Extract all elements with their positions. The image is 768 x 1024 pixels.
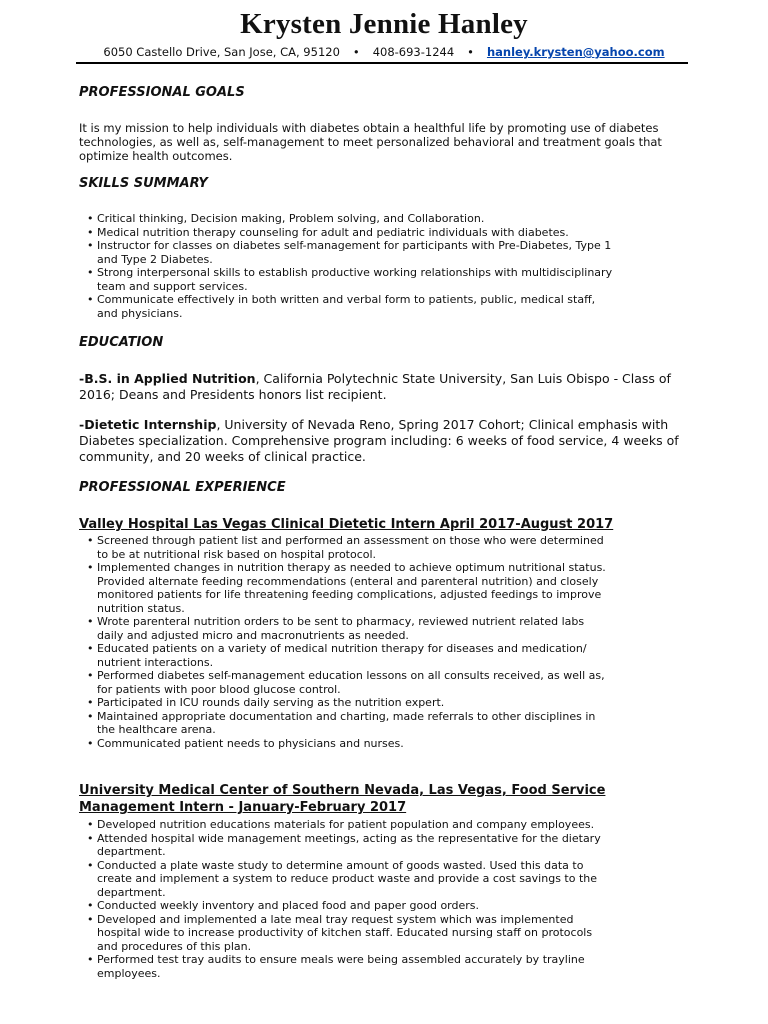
- separator-bullet: •: [467, 45, 474, 59]
- degree-title: -B.S. in Applied Nutrition: [79, 371, 256, 386]
- address: 6050 Castello Drive, San Jose, CA, 95120: [103, 45, 340, 59]
- list-item: • Performed test tray audits to ensure meals were being assembled accurately by trayline employees.: [87, 953, 585, 980]
- list-item: • Conducted a plate waste study to determine amount of goods wasted. Used this data to create and implement a system to reduce product waste and provide a cost savings to the department.: [87, 858, 598, 899]
- list-item: • Performed diabetes self-management education lessons on all consults received, as well as, for patients with poor blood glucose control.: [87, 669, 605, 696]
- list-item: • Participated in ICU rounds daily serving as the nutrition expert.: [87, 696, 445, 709]
- list-item: • Instructor for classes on diabetes self-management for participants with Pre-Diabetes, Type 1 and Type 2 Diabetes.: [87, 239, 612, 266]
- list-item: • Educated patients on a variety of medical nutrition therapy for diseases and medication/ nutrient interactions.: [87, 642, 587, 669]
- list-item: • Screened through patient list and performed an assessment on those who were determined to be at nutritional risk based on hospital protocol.: [87, 534, 604, 561]
- goals-text: It is my mission to help individuals with diabetes obtain a healthful life by promoting use of diabetes technologies, as well as, self-management to meet personalized behavioral and treatment goals that optimize health outcomes.: [79, 121, 662, 163]
- list-item: • Implemented changes in nutrition therapy as needed to achieve optimum nutritional status. Provided alternate feeding recommendations (enteral and parenteral nutrition) and closely monitored patients for life threatening feeding complications, adjusted feedings to improve nutrition status.: [87, 561, 606, 615]
- list-item: • Maintained appropriate documentation and charting, made referrals to other disciplines in the healthcare arena.: [87, 709, 596, 736]
- job-duties-list: [79, 818, 609, 980]
- header-divider: [76, 62, 688, 64]
- skills-list: [79, 212, 619, 320]
- degree-title: -Dietetic Internship: [79, 417, 217, 432]
- education-entry: -B.S. in Applied Nutrition, California Polytechnic State University, San Luis Obispo - Class of 2016; Deans and Presidents honors list recipient.: [79, 371, 671, 402]
- list-item: • Medical nutrition therapy counseling for adult and pediatric individuals with diabetes.: [87, 225, 569, 239]
- phone: 408-693-1244: [372, 45, 455, 59]
- list-item: • Communicate effectively in both written and verbal form to patients, public, medical staff, and physicians.: [87, 293, 596, 320]
- list-item: • Critical thinking, Decision making, Problem solving, and Collaboration.: [87, 212, 485, 225]
- email-link[interactable]: hanley.krysten@yahoo.com: [486, 45, 665, 59]
- candidate-name: Krysten Jennie Hanley: [240, 8, 528, 40]
- list-item: • Developed and implemented a late meal tray request system which was implemented hospital wide to increase productivity of kitchen staff. Educated nursing staff on protocols and procedures of this plan.: [87, 912, 593, 953]
- separator-bullet: •: [352, 45, 360, 59]
- section-heading-experience: PROFESSIONAL EXPERIENCE: [79, 480, 286, 495]
- job-duties-list: [79, 534, 609, 750]
- list-item: • Strong interpersonal skills to establish productive working relationships with multidisciplinary team and support services.: [87, 266, 613, 293]
- job-title: Valley Hospital Las Vegas Clinical Dietetic Intern April 2017-August 2017: [79, 517, 614, 532]
- contact-line: [0, 45, 768, 59]
- section-heading-goals: PROFESSIONAL GOALS: [79, 85, 245, 100]
- education-entry: -Dietetic Internship, University of Nevada Reno, Spring 2017 Cohort; Clinical emphasis with Diabetes specialization. Comprehensive program including: 6 weeks of food service, 4 weeks of community, and 20 weeks of clinical practice.: [79, 417, 679, 464]
- list-item: • Conducted weekly inventory and placed food and paper good orders.: [87, 899, 479, 912]
- section-heading-skills: SKILLS SUMMARY: [79, 176, 208, 191]
- list-item: • Communicated patient needs to physicians and nurses.: [87, 736, 404, 750]
- list-item: • Wrote parenteral nutrition orders to be sent to pharmacy, reviewed nutrient related labs daily and adjusted micro and macronutrients as needed.: [87, 615, 585, 642]
- job-title: University Medical Center of Southern Nevada, Las Vegas, Food Service Management Intern - January-February 2017: [79, 783, 606, 815]
- section-heading-education: EDUCATION: [79, 335, 164, 350]
- list-item: • Developed nutrition educations materials for patient population and company employees.: [87, 818, 595, 831]
- list-item: • Attended hospital wide management meetings, acting as the representative for the dietary department.: [87, 831, 601, 858]
